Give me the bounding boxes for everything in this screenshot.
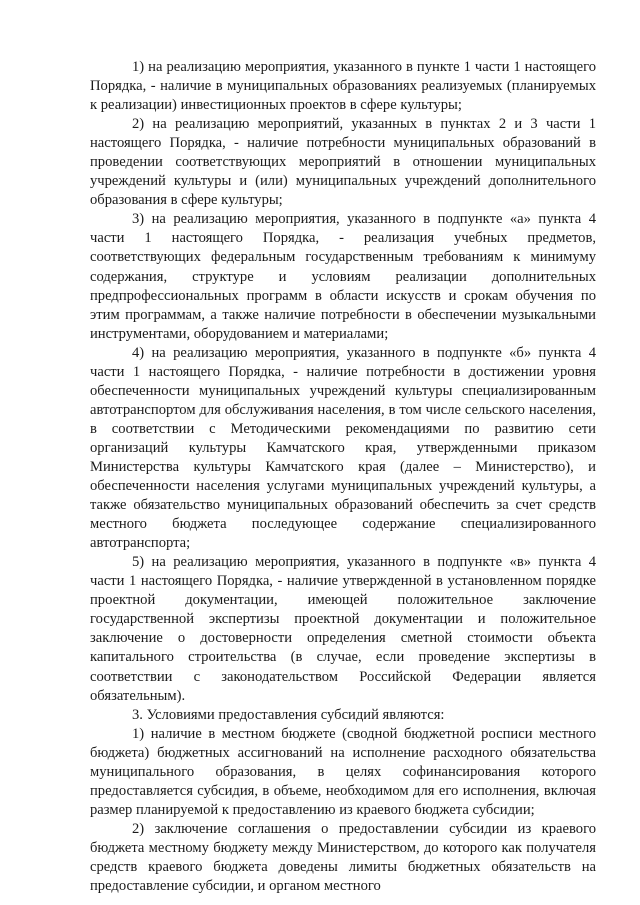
paragraph-1: 1) на реализацию мероприятия, указанного в пункте 1 части 1 настоящего Порядка, - наличие в муниципальных образованиях реализуемых (планируемых к реализации) инвестиционных проектов в сфере культуры;: [90, 59, 596, 114]
paragraph-2: 2) на реализацию мероприятий, указанных в пунктах 2 и 3 части 1 настоящего Порядка, - наличие потребности муниципальных образований в проведении соответствующих мероприятий в отношении муниципальных учреждений культуры и (или) муниципальных учреждений дополнительного образования в сфере культуры;: [90, 116, 596, 209]
paragraph-3: 3) на реализацию мероприятия, указанного в подпункте «а» пункта 4 части 1 настоящего Порядка, - реализация учебных предметов, соответствующих федеральным государственным требованиям к минимуму содержания, структуре и условиям реализации дополнительных предпрофессиональных программ в области искусств и срокам обучения по этим программам, а также наличие потребности в обеспечении музыкальными инструментами, оборудованием и материалами;: [90, 211, 596, 342]
paragraph-5: 5) на реализацию мероприятия, указанного в подпункте «в» пункта 4 части 1 настоящего Порядка, - наличие утвержденной в установленном порядке проектной документации, имеющей положительное заключение государственной экспертизы проектной документации и положительное заключение о достоверности определения сметной стоимости объекта капитального строительства (в случае, если проведение экспертизы в соответствии с законодательством Российской Федерации является обязательным).: [90, 554, 596, 704]
document-page: [90, 58, 596, 896]
paragraph-6: 3. Условиями предоставления субсидий являются:: [132, 706, 445, 723]
paragraph-7: 1) наличие в местном бюджете (сводной бюджетной росписи местного бюджета) бюджетных ассигнований на исполнение расходного обязательства муниципального образования, в целях софинансирования которого предоставляется субсидия, в объеме, необходимом для его исполнения, включая размер планируемой к предоставлению из краевого бюджета субсидии;: [90, 725, 596, 818]
paragraph-4: 4) на реализацию мероприятия, указанного в подпункте «б» пункта 4 части 1 настоящего Порядка, - наличие потребности в достижении уровня обеспеченности муниципальных учреждений культуры специализированным автотранспортом для обслуживания населения, в том числе сельского населения, в соответствии с Методическими рекомендациями по развитию сети организаций культуры Камчатского края, утвержденными приказом Министерства культуры Камчатского края (далее – Министерство), и обеспеченности населения услугами муниципальных учреждений культуры, а также обязательство муниципальных образований обеспечить за счет средств местного бюджета последующее содержание специализированного автотранспорта;: [90, 344, 596, 552]
paragraph-8: 2) заключение соглашения о предоставлении субсидии из краевого бюджета местному бюджету между Министерством, до которого как получателя средств краевого бюджета доведены лимиты бюджетных обязательств на предоставление субсидии, и органом местного: [90, 820, 596, 895]
